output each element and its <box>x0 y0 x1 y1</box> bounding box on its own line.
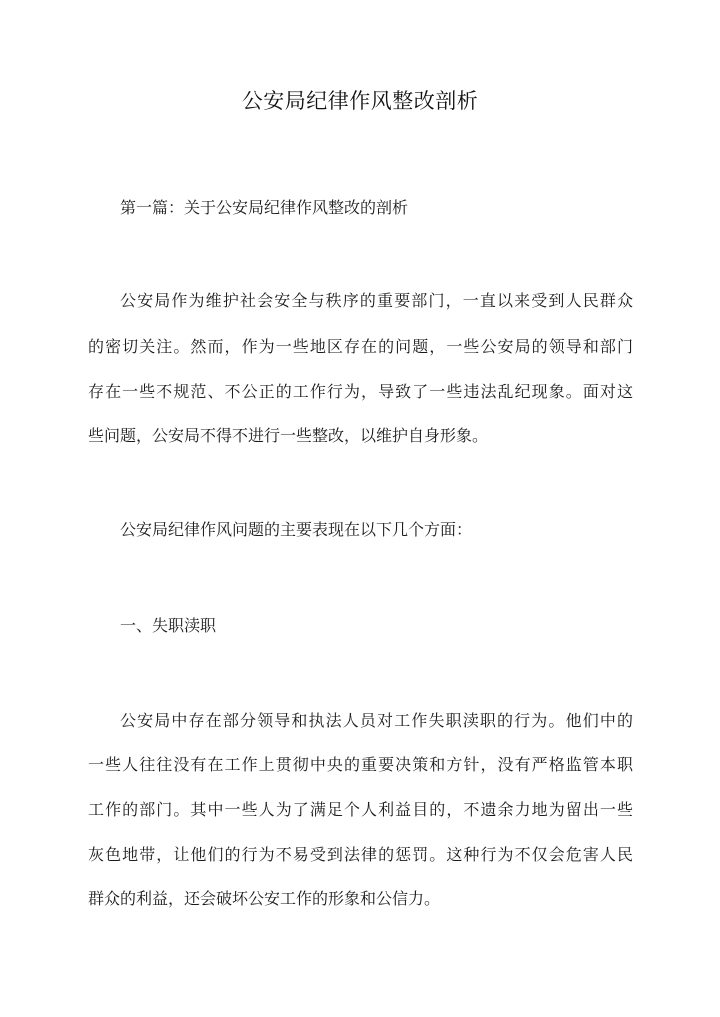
document-title: 公安局纪律作风整改剖析 <box>241 89 479 113</box>
paragraph1-line: 公安局作为维护社会安全与秩序的重要部门，一直以来受到人民群众 <box>120 291 633 310</box>
paragraph2-line: 灰色地带，让他们的行为不易受到法律的惩罚。这种行为不仅会危害人民 <box>88 845 633 864</box>
paragraph2-line: 群众的利益，还会破坏公安工作的形象和公信力。 <box>88 889 441 908</box>
intro-line: 公安局纪律作风问题的主要表现在以下几个方面： <box>120 520 473 539</box>
paragraph1-line: 的密切关注。然而，作为一些地区存在的问题，一些公安局的领导和部门 <box>88 337 633 356</box>
paragraph2-line: 工作的部门。其中一些人为了满足个人利益目的，不遗余力地为留出一些 <box>88 800 633 819</box>
paragraph2-line: 公安局中存在部分领导和执法人员对工作失职渎职的行为。他们中的 <box>120 711 633 730</box>
item1-heading: 一、失职渎职 <box>120 616 217 635</box>
paragraph2-line: 一些人往往没有在工作上贯彻中央的重要决策和方针，没有严格监管本职 <box>88 755 633 774</box>
paragraph1-line: 存在一些不规范、不公正的工作行为，导致了一些违法乱纪现象。面对这 <box>88 382 633 401</box>
paragraph1-line: 些问题，公安局不得不进行一些整改，以维护自身形象。 <box>88 426 489 445</box>
section-heading: 第一篇：关于公安局纪律作风整改的剖析 <box>120 198 409 217</box>
